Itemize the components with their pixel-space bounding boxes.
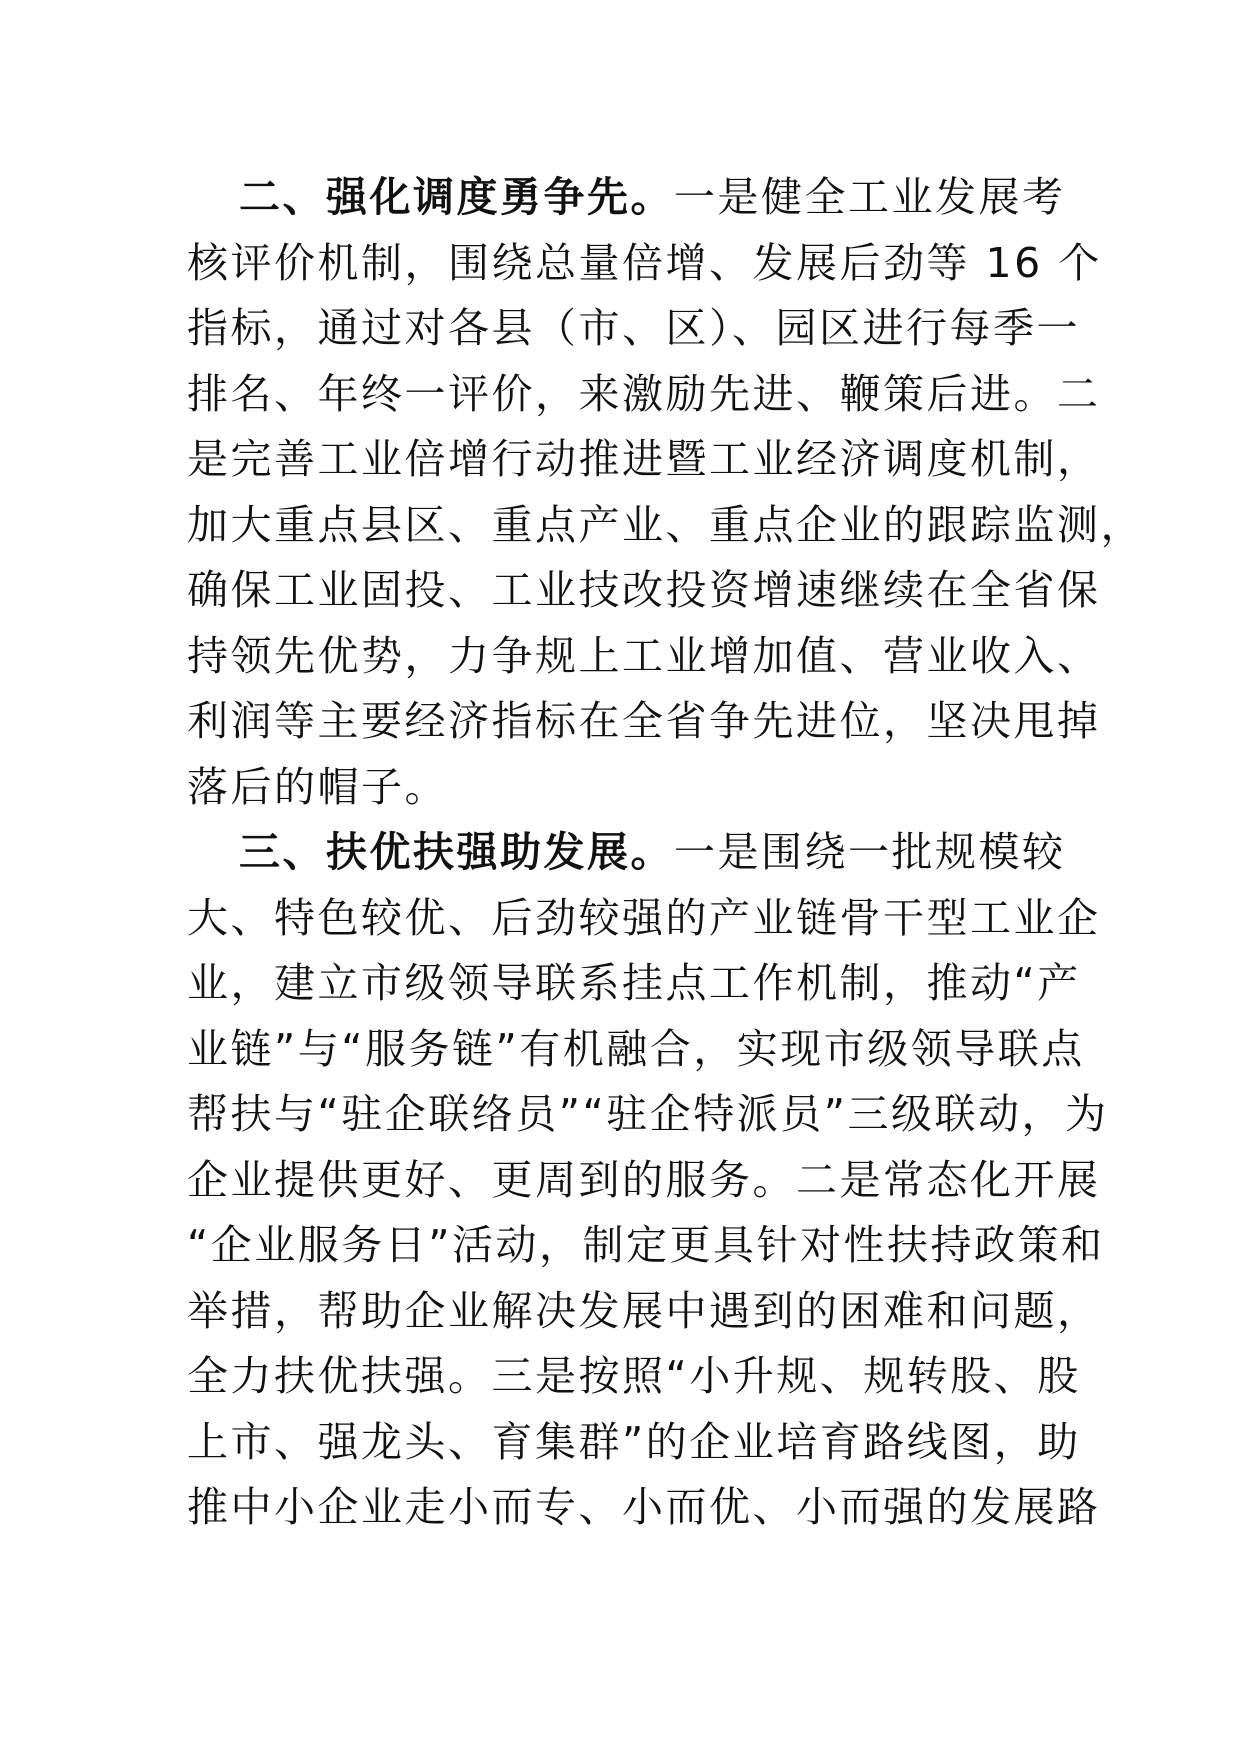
- paragraph-line: 利润等主要经济指标在全省争先进位，坚决甩掉: [187, 697, 1101, 745]
- paragraph-line: 核评价机制，围绕总量倍增、发展后劲等 16 个: [187, 238, 1102, 287]
- paragraph-line: “企业服务日”活动，制定更具针对性扶持政策和: [187, 1221, 1105, 1269]
- paragraph-first-line: [187, 165, 1067, 231]
- paragraph-line: 推中小企业走小而专、小而优、小而强的发展路: [187, 1483, 1101, 1531]
- paragraph-line: 是完善工业倍增行动推进暨工业经济调度机制，: [187, 435, 1101, 483]
- paragraph-line: 全力扶优扶强。三是按照“小升规、规转股、股: [187, 1352, 1081, 1400]
- paragraph-heading: 二、强化调度勇争先。: [239, 173, 674, 221]
- paragraph-line: 加大重点县区、重点产业、重点企业的跟踪监测，: [187, 500, 1144, 549]
- paragraph-line: 帮扶与“驻企联络员”“驻企特派员”三级联动，为: [187, 1090, 1109, 1138]
- paragraph-text: 一是健全工业发展考: [674, 173, 1066, 221]
- paragraph-line: 持领先优势，力争规上工业增加值、营业收入、: [187, 631, 1101, 680]
- paragraph-line: 指标，通过对各县（市、区）、园区进行每季一: [187, 304, 1080, 352]
- paragraph-line: 落后的帽子。: [187, 762, 448, 811]
- paragraph-line: 企业提供更好、更周到的服务。二是常态化开展: [187, 1155, 1101, 1204]
- paragraph-line: 业链”与“服务链”有机融合，实现市级领导联点: [187, 1024, 1085, 1073]
- paragraph-line: 大、特色较优、后劲较强的产业链骨干型工业企: [187, 893, 1101, 942]
- paragraph-first-line: [187, 820, 1067, 886]
- paragraph-line: 业，建立市级领导联系挂点工作机制，推动“产: [187, 959, 1081, 1007]
- paragraph-line: 举措，帮助企业解决发展中遇到的困难和问题，: [187, 1286, 1101, 1335]
- paragraph-line: 排名、年终一评价，来激励先进、鞭策后进。二: [187, 369, 1101, 418]
- paragraph-text: 一是围绕一批规模较: [674, 828, 1066, 876]
- paragraph-line: 上市、强龙头、育集群”的企业培育路线图，助: [187, 1417, 1081, 1466]
- paragraph-heading: 三、扶优扶强助发展。: [239, 828, 674, 876]
- paragraph-strengthen-dispatch: [187, 165, 1144, 820]
- paragraph-line: 确保工业固投、工业技改投资增速继续在全省保: [187, 566, 1101, 614]
- paragraph-support-enterprises: [187, 820, 1109, 1541]
- document-body: [187, 165, 1144, 1541]
